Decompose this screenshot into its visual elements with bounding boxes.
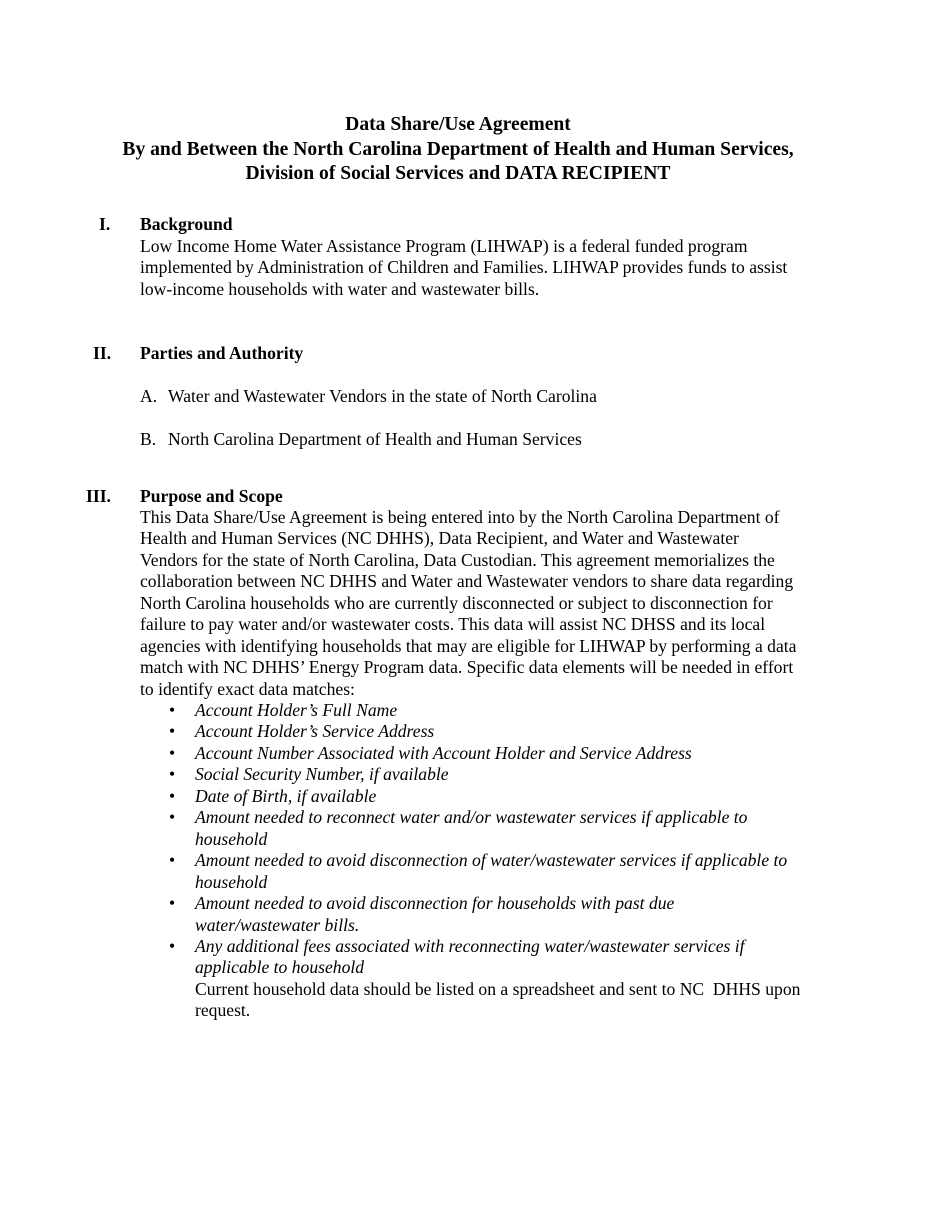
- bullet-icon: •: [169, 935, 176, 956]
- list-item-text: Any additional fees associated with reconnecting water/wastewater services if: [195, 935, 745, 956]
- party-text: Water and Wastewater Vendors in the state of North Carolina: [168, 386, 597, 406]
- paragraph-line: to identify exact data matches:: [140, 678, 355, 699]
- paragraph-line: collaboration between NC DHHS and Water and Wastewater vendors to share data regarding: [140, 571, 794, 592]
- list-item: [140, 743, 850, 764]
- bullet-icon: •: [169, 807, 176, 828]
- list-item-text: Amount needed to avoid disconnection of water/wastewater services if applicable to: [195, 850, 788, 871]
- list-item: [140, 936, 850, 979]
- list-item-text: Amount needed to reconnect water and/or wastewater services if applicable to: [195, 807, 748, 828]
- paragraph-line: implemented by Administration of Children and Families. LIHWAP provides funds to assist: [140, 257, 788, 278]
- data-elements-list: [140, 700, 850, 979]
- list-item-text: water/wastewater bills.: [195, 914, 360, 935]
- list-item-text: applicable to household: [195, 957, 365, 978]
- bullet-icon: •: [169, 850, 176, 871]
- paragraph-line: failure to pay water and/or wastewater costs. This data will assist NC DHSS and its local: [140, 614, 766, 635]
- list-item: [140, 807, 850, 850]
- paragraph-line: North Carolina households who are currently disconnected or subject to disconnection for: [140, 592, 773, 613]
- paragraph-line: low-income households with water and wastewater bills.: [140, 278, 540, 299]
- paragraph-line: request.: [195, 1000, 251, 1021]
- section-number-background: I.: [99, 214, 111, 234]
- list-item-text: Account Holder’s Service Address: [195, 721, 435, 742]
- background-paragraph: [140, 236, 845, 300]
- section-heading-purpose: Purpose and Scope: [140, 486, 283, 506]
- list-item: [140, 850, 850, 893]
- bullet-icon: •: [169, 721, 176, 742]
- title-line-3: Division of Social Services and DATA RECIPIENT: [245, 163, 671, 184]
- paragraph-line: Current household data should be listed on a spreadsheet and sent to NC DHHS upon: [195, 979, 801, 999]
- list-item: [140, 786, 850, 807]
- party-item-b: [140, 429, 582, 451]
- paragraph-line: Low Income Home Water Assistance Program (LIHWAP) is a federal funded program: [140, 236, 748, 256]
- paragraph-line: match with NC DHHS’ Energy Program data. Specific data elements will be needed in effort: [140, 657, 794, 678]
- party-letter: B.: [140, 429, 157, 449]
- purpose-paragraph: [140, 507, 845, 700]
- list-item-text: Account Holder’s Full Name: [195, 700, 398, 720]
- list-item-text: Account Number Associated with Account Holder and Service Address: [195, 742, 692, 763]
- bullet-icon: •: [169, 742, 176, 763]
- list-item-text: household: [195, 871, 268, 892]
- list-item-text: Date of Birth, if available: [195, 785, 377, 806]
- closing-paragraph: [195, 979, 855, 1022]
- bullet-icon: •: [169, 700, 176, 720]
- list-item-text: Social Security Number, if available: [195, 764, 449, 785]
- section-number-purpose: III.: [86, 486, 111, 506]
- paragraph-line: agencies with identifying households that may are eligible for LIHWAP by performing a data: [140, 635, 797, 656]
- section-heading-parties: Parties and Authority: [140, 343, 304, 363]
- list-item-text: Amount needed to avoid disconnection for households with past due: [195, 893, 675, 914]
- bullet-icon: •: [169, 893, 176, 914]
- bullet-icon: •: [169, 764, 176, 785]
- section-heading-background: Background: [140, 214, 233, 234]
- list-item: [140, 893, 850, 936]
- list-item: [140, 700, 850, 721]
- party-item-a: [140, 386, 597, 408]
- list-item-text: household: [195, 828, 268, 849]
- list-item: [140, 721, 850, 742]
- list-item: [140, 764, 850, 785]
- paragraph-line: This Data Share/Use Agreement is being entered into by the North Carolina Department of: [140, 507, 780, 527]
- title-line-1: Data Share/Use Agreement: [345, 114, 571, 135]
- paragraph-line: Health and Human Services (NC DHHS), Data Recipient, and Water and Wastewater: [140, 528, 739, 549]
- party-letter: A.: [140, 386, 158, 406]
- paragraph-line: Vendors for the state of North Carolina, Data Custodian. This agreement memorializes the: [140, 549, 775, 570]
- bullet-icon: •: [169, 785, 176, 806]
- party-text: North Carolina Department of Health and Human Services: [168, 429, 582, 449]
- document-title: [40, 113, 876, 187]
- title-line-2: By and Between the North Carolina Department of Health and Human Services,: [122, 138, 794, 160]
- section-number-parties: II.: [93, 343, 112, 363]
